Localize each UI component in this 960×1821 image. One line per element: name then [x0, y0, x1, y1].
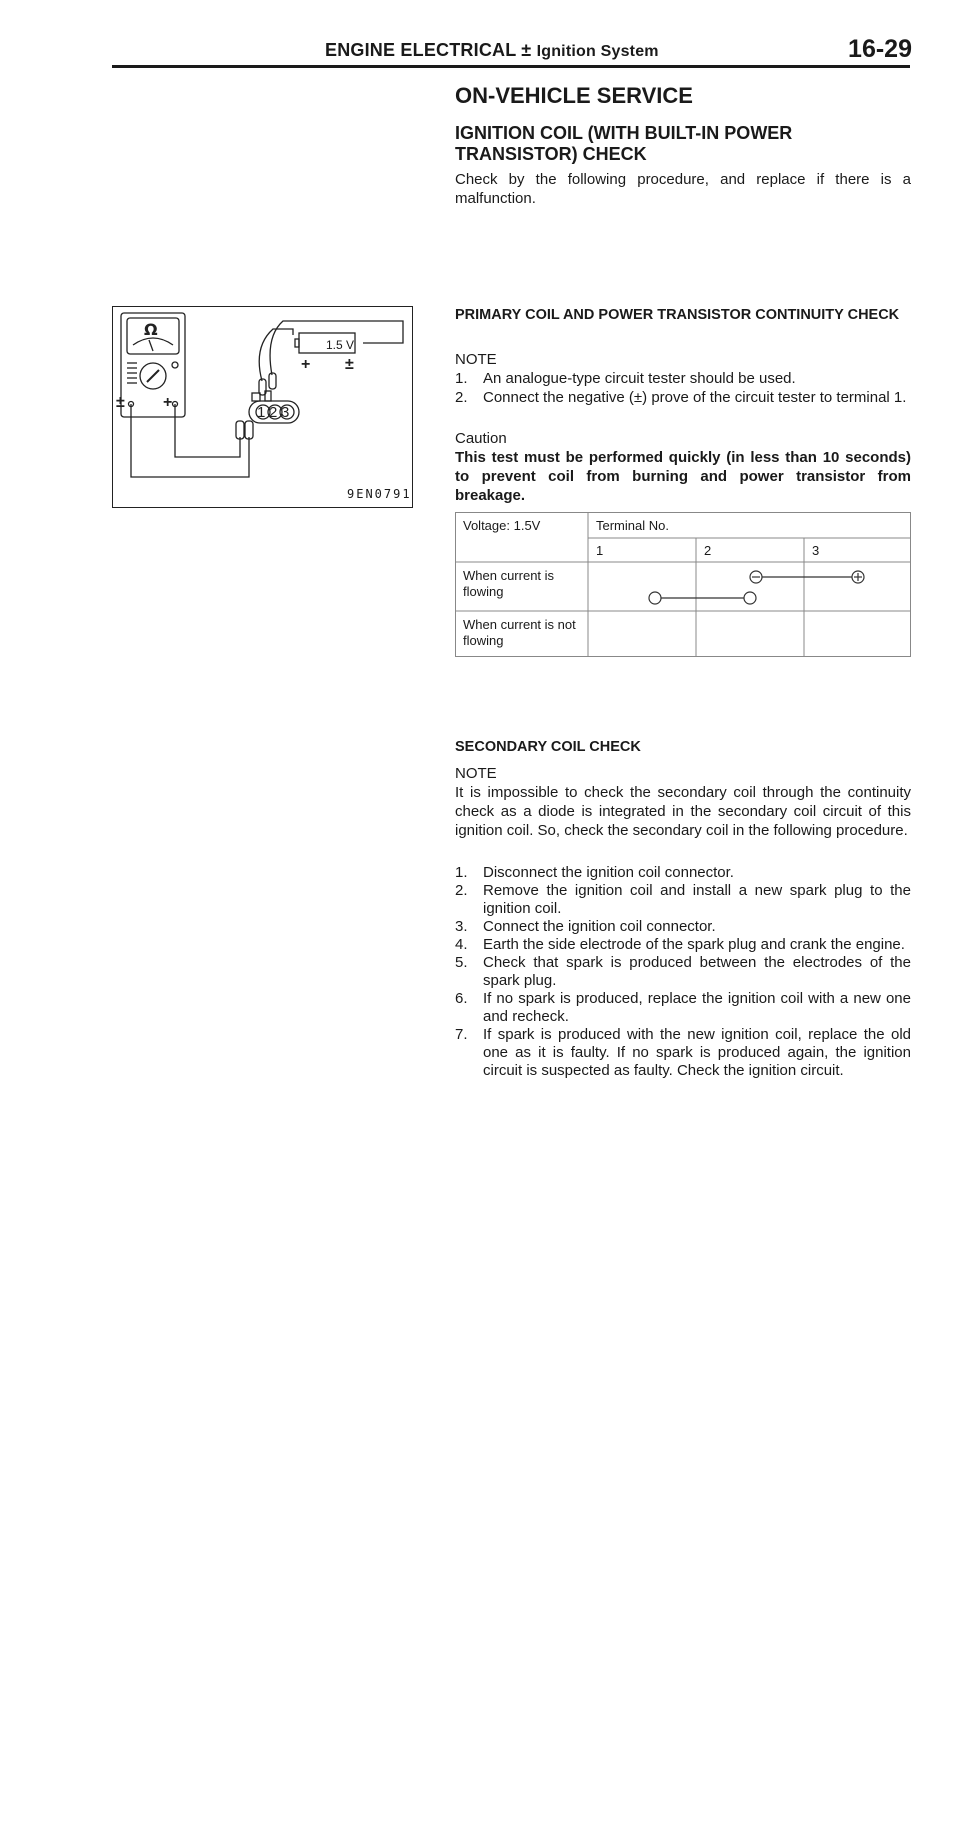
battery-voltage-label: 1.5 V: [326, 338, 355, 352]
lead-battery-a: [259, 329, 293, 381]
terminal-label-1: 1: [257, 404, 266, 421]
note-item: 2. Connect the negative (±) prove of the circuit tester to terminal 1.: [455, 389, 907, 406]
header-separator: ±: [521, 40, 532, 60]
step-item: 4. Earth the side electrode of the spark plug and crank the engine.: [455, 936, 905, 953]
node-t1: [649, 592, 661, 604]
node-t2a: [744, 592, 756, 604]
terminal-col-2: 2: [704, 543, 712, 558]
figure-code: 9EN0791: [347, 487, 412, 501]
note-item: 1. An analogue-type circuit tester should be used.: [455, 370, 796, 387]
note-text: It is impossible to check the secondary coil through the continuity check as a diode is integrated in the secondary coil circuit of this ignition coil. So, check the secondary coil in the following procedure.: [455, 784, 911, 839]
step-item: 2. Remove the ignition coil and install a new spark plug to the ignition coil.: [455, 882, 911, 917]
ohm-symbol: Ω: [144, 320, 158, 339]
probe-2: [245, 421, 253, 439]
mark-plus-left: +: [163, 394, 173, 411]
lead-negative: [131, 404, 249, 477]
step-item: 7. If spark is produced with the new ignition coil, replace the old one as it is faulty. If no spark is produced again, the ignition circuit is suspected as faulty. Check the ignition circuit.: [455, 1026, 911, 1079]
terminal-header: Terminal No.: [596, 518, 669, 533]
header-subsection: Ignition System: [536, 43, 659, 60]
note-label: NOTE: [455, 765, 497, 782]
step-item: 1. Disconnect the ignition coil connector.: [455, 864, 734, 881]
primary-check-title: PRIMARY COIL AND POWER TRANSISTOR CONTINUITY CHECK: [455, 307, 900, 323]
running-header: [325, 40, 659, 61]
dial-needle: [149, 340, 153, 351]
step-item: 3. Connect the ignition coil connector.: [455, 918, 716, 935]
row-label-flowing: When current is flowing: [463, 568, 555, 599]
secondary-note: [455, 764, 911, 840]
caution-block: [455, 429, 911, 505]
primary-note: [455, 350, 911, 407]
secondary-check-title: SECONDARY COIL CHECK: [455, 739, 641, 755]
mark-plus-battery: +: [301, 356, 311, 373]
step-item: 5. Check that spark is produced between the electrodes of the spark plug.: [455, 954, 911, 989]
intro-paragraph: Check by the following procedure, and replace if there is a malfunction.: [455, 171, 911, 207]
terminal-col-1: 1: [596, 543, 604, 558]
terminal-label-2: 2: [269, 404, 278, 421]
note-label: NOTE: [455, 351, 497, 368]
caution-label: Caution: [455, 430, 507, 447]
tester-diagram-drawing: [113, 307, 414, 509]
probe-1: [236, 421, 244, 439]
tester-diagram: [112, 306, 413, 508]
caution-text: This test must be performed quickly (in less than 10 seconds) to prevent coil from burning and power transistor from breakage.: [455, 449, 911, 504]
terminal-label-3: 3: [281, 404, 290, 421]
secondary-steps: [455, 864, 911, 1080]
header-section: ENGINE ELECTRICAL: [325, 40, 517, 60]
page-title: ON-VEHICLE SERVICE: [455, 83, 693, 108]
probe-4: [269, 373, 276, 389]
page-number: 16-29: [848, 35, 912, 63]
dial-arc: [133, 338, 173, 345]
mark-pm-left: ±: [116, 394, 125, 411]
terminal-col-3: 3: [812, 543, 820, 558]
step-item: 6. If no spark is produced, replace the ignition coil with a new one and recheck.: [455, 990, 911, 1025]
continuity-table: [455, 512, 911, 657]
voltage-header: Voltage: 1.5V: [463, 518, 541, 533]
header-rule: [112, 65, 910, 68]
section-title: IGNITION COIL (WITH BUILT-IN POWER TRANSISTOR) CHECK: [455, 123, 793, 164]
mark-pm-battery: ±: [345, 356, 354, 373]
row-label-not-flowing: When current is not flowing: [463, 617, 576, 648]
